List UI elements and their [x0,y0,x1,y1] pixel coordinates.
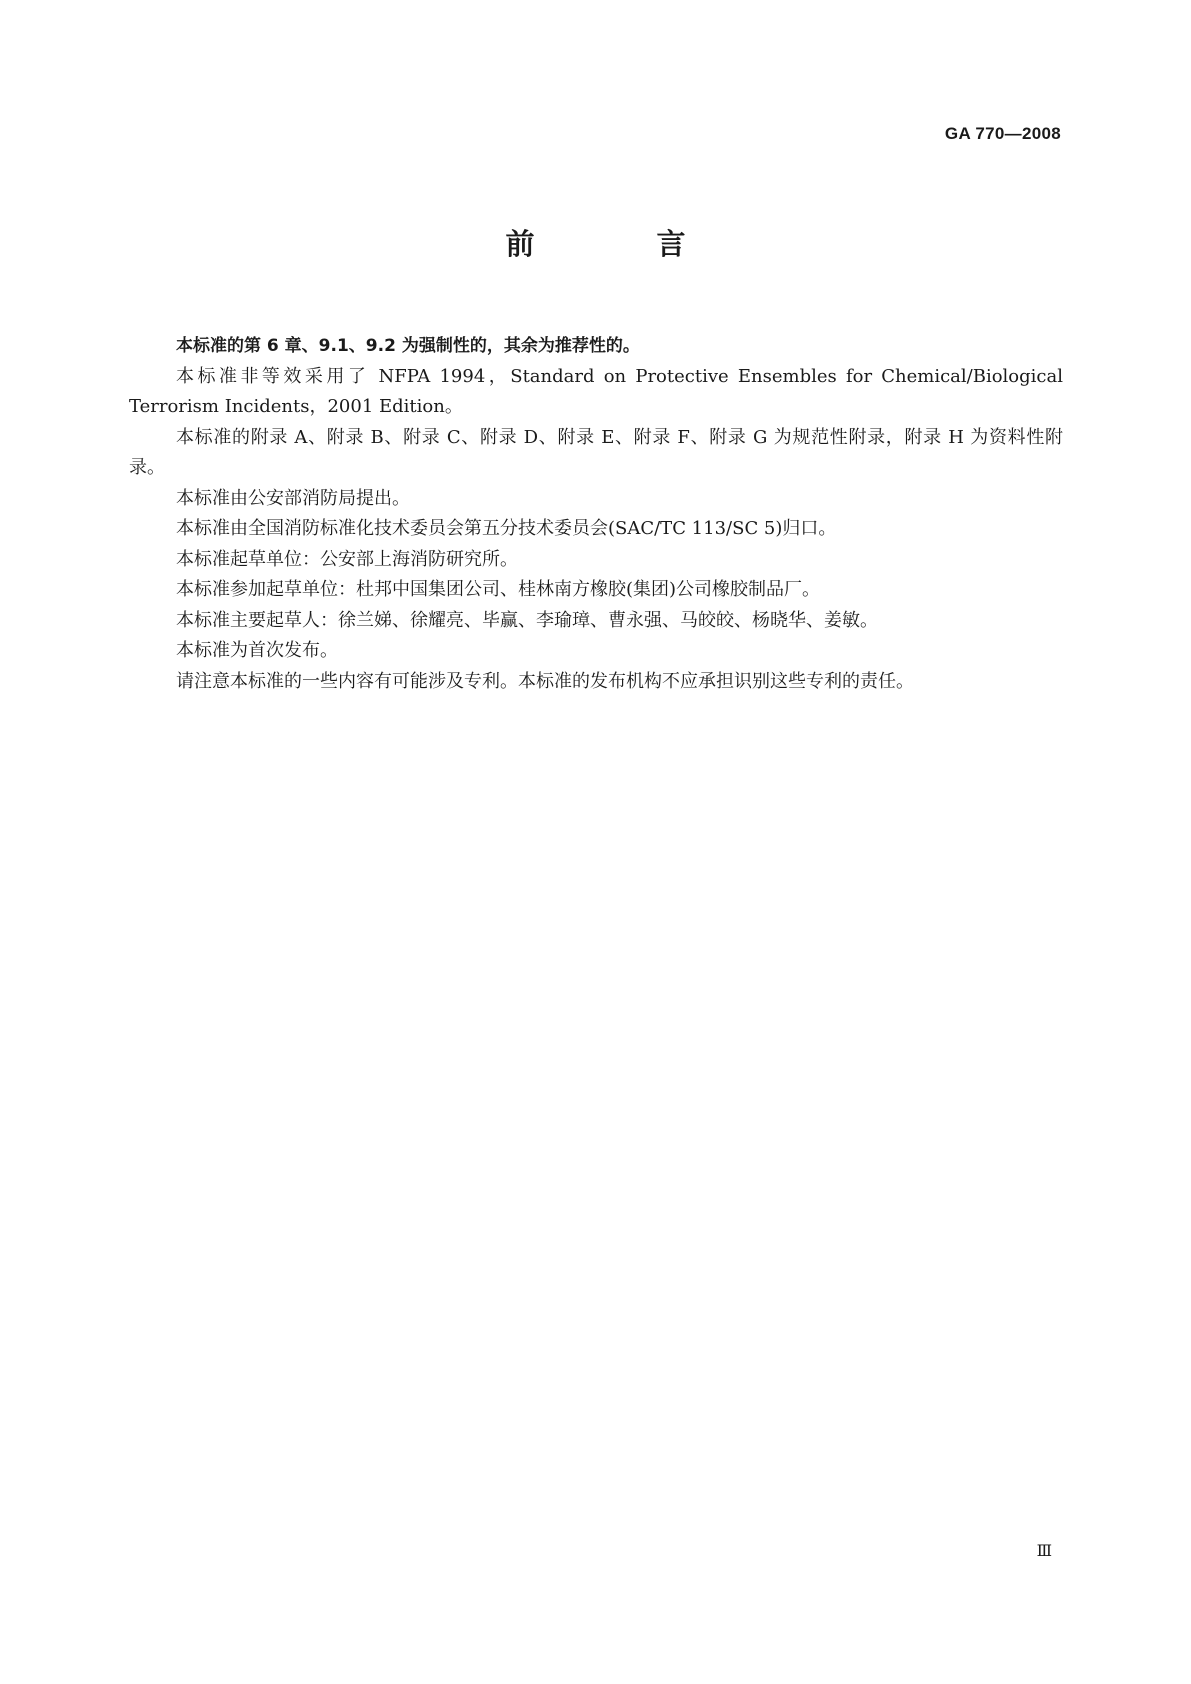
paragraph-drafting-unit: 本标准起草单位：公安部上海消防研究所。 [176,548,518,570]
foreword-body [129,331,1063,697]
page-number: Ⅲ [1036,1541,1052,1560]
paragraph-technical-committee: 本标准由全国消防标准化技术委员会第五分技术委员会(SAC/TC 113/SC 5)归口。 [176,518,837,539]
paragraph-first-release: 本标准为首次发布。 [176,640,338,661]
paragraph-mandatory-clauses: 本标准的第 6 章、9.1、9.2 为强制性的，其余为推荐性的。 [176,336,640,356]
paragraph-proposer: 本标准由公安部消防局提出。 [176,487,410,509]
paragraph-adoption: 本标准非等效采用了 NFPA 1994，Standard on Protective Ensembles for Chemical/Biological Terrorism Incidents，2001 Edition。 [129,365,1063,417]
paragraph-drafters: 本标准主要起草人：徐兰娣、徐耀亮、毕赢、李瑜璋、曹永强、马皎皎、杨晓华、姜敏。 [176,609,878,631]
paragraph-patent-notice: 请注意本标准的一些内容有可能涉及专利。本标准的发布机构不应承担识别这些专利的责任。 [176,670,914,692]
standard-code: GA 770—2008 [944,124,1061,143]
page-title: 前 言 [505,227,742,261]
paragraph-annexes: 本标准的附录 A、附录 B、附录 C、附录 D、附录 E、附录 F、附录 G 为规范性附录，附录 H 为资料性附录。 [129,426,1063,478]
paragraph-participating-units: 本标准参加起草单位：杜邦中国集团公司、桂林南方橡胶(集团)公司橡胶制品厂。 [176,579,821,600]
